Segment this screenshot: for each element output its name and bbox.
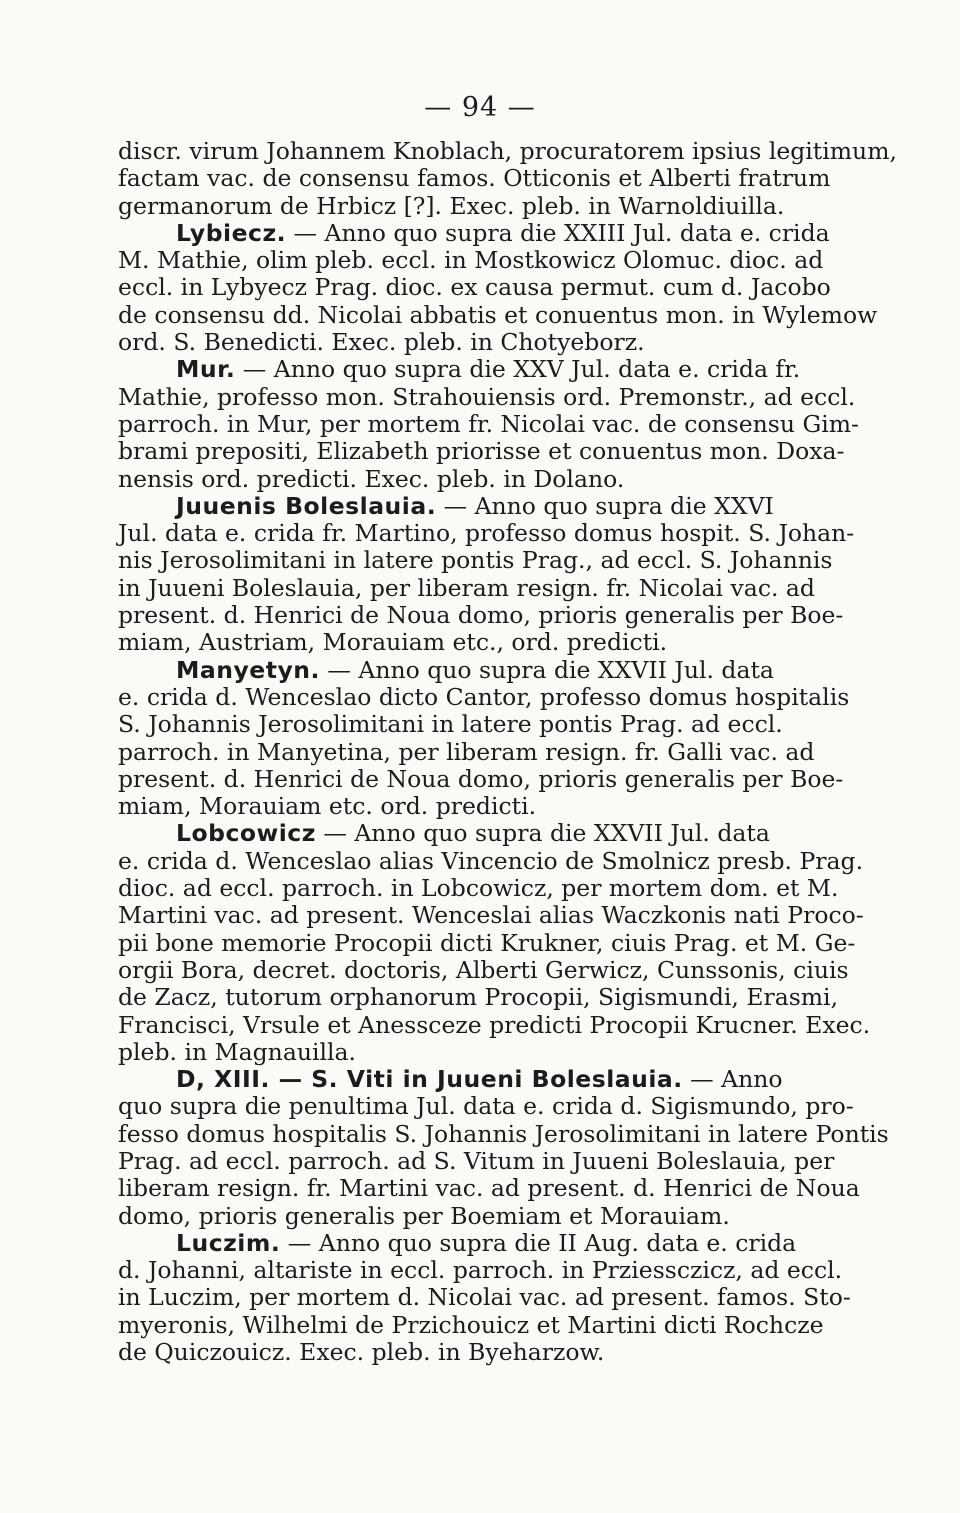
line-text: Jul. data e. crida fr. Martino, professo domus hospit. S. Johan-: [118, 519, 855, 548]
line-text: parroch. in Mur, per mortem fr. Nicolai vac. de consensu Gim-: [118, 409, 859, 438]
line-text: fesso domus hospitalis S. Johannis Jerosolimitani in latere Pontis: [118, 1119, 889, 1148]
line-text: present. d. Henrici de Noua domo, prioris generalis per Boe-: [118, 601, 844, 630]
line-text: miam, Austriam, Morauiam etc., ord. predicti.: [118, 628, 668, 657]
text-line: [118, 137, 897, 165]
line-text: germanorum de Hrbicz [?]. Exec. pleb. in Warnoldiuilla.: [118, 191, 785, 220]
text-line: [118, 193, 878, 220]
line-text: de Quiczouicz. Exec. pleb. in Byeharzow.: [118, 1338, 605, 1367]
text-line: [118, 684, 878, 711]
text-line: [118, 575, 878, 602]
text-line: [118, 1148, 878, 1175]
line-text: — Anno: [682, 1065, 783, 1094]
line-text: dioc. ad eccl. parroch. in Lobcowicz, per mortem dom. et M.: [118, 874, 839, 903]
text-line: [118, 520, 878, 547]
text-line: [118, 902, 878, 929]
text-line: [118, 220, 878, 247]
text-line: [118, 356, 878, 383]
line-text: Martini vac. ad present. Wenceslai alias Waczkonis nati Proco-: [118, 901, 864, 930]
text-line: [118, 1203, 878, 1230]
line-text: liberam resign. fr. Martini vac. ad present. d. Henrici de Noua: [118, 1174, 860, 1203]
entry-heading: Mur.: [176, 355, 236, 384]
line-text: Mathie, professo mon. Strahouiensis ord. Premonstr., ad eccl.: [118, 382, 856, 411]
page-number: — 94 —: [424, 92, 536, 123]
text-line: [118, 274, 878, 301]
line-text: — Anno quo supra die XXVII Jul. data: [319, 655, 774, 684]
line-text: — Anno quo supra die XXV Jul. data e. crida fr.: [235, 355, 801, 384]
line-text: de consensu dd. Nicolai abbatis et conuentus mon. in Wylemow: [118, 300, 878, 329]
line-text: factam vac. de consensu famos. Otticonis et Alberti fratrum: [118, 164, 831, 193]
entry-paragraph: [118, 1230, 878, 1366]
line-text: in Juueni Boleslauia, per liberam resign. fr. Nicolai vac. ad: [118, 573, 815, 602]
entry-paragraph: [118, 657, 878, 821]
text-line: [118, 1175, 878, 1202]
entry-heading: Juuenis Boleslauia.: [176, 491, 437, 520]
text-line: [118, 657, 878, 684]
text-line: [118, 984, 878, 1011]
text-line: [118, 602, 878, 629]
text-body: [118, 137, 897, 1367]
text-line: [118, 711, 878, 738]
line-text: orgii Bora, decret. doctoris, Alberti Gerwicz, Cunssonis, ciuis: [118, 955, 849, 984]
entry-paragraph: [118, 820, 878, 1066]
line-text: pleb. in Magnauilla.: [118, 1037, 356, 1066]
text-line: [118, 1339, 878, 1366]
line-text: e. crida d. Wenceslao alias Vincencio de Smolnicz presb. Prag.: [118, 846, 864, 875]
line-text: pii bone memorie Procopii dicti Krukner, ciuis Prag. et M. Ge-: [118, 928, 856, 957]
text-line: [118, 411, 878, 438]
entry-paragraph: [118, 493, 878, 657]
line-text: quo supra die penultima Jul. data e. crida d. Sigismundo, pro-: [118, 1092, 854, 1121]
text-line: [118, 1230, 878, 1257]
text-line: [118, 329, 878, 356]
text-line: [118, 930, 878, 957]
text-line: [118, 766, 878, 793]
entry-paragraph: [118, 137, 897, 220]
line-text: Francisci, Vrsule et Anessceze predicti Procopii Krucner. Exec.: [118, 1010, 871, 1039]
line-text: — Anno quo supra die II Aug. data e. crida: [280, 1228, 797, 1257]
text-line: [118, 1284, 878, 1311]
text-line: [118, 1093, 878, 1120]
entry-heading: Lybiecz.: [176, 218, 287, 247]
line-text: ord. S. Benedicti. Exec. pleb. in Chotyeborz.: [118, 328, 645, 357]
text-line: [118, 793, 878, 820]
line-text: — Anno quo supra die XXIII Jul. data e. crida: [286, 218, 830, 247]
text-line: [118, 302, 878, 329]
text-line: [118, 384, 878, 411]
entry-paragraph: [118, 1065, 889, 1230]
line-text: Prag. ad eccl. parroch. ad S. Vitum in Juueni Boleslauia, per: [118, 1146, 835, 1175]
line-text: miam, Morauiam etc. ord. predicti.: [118, 792, 537, 821]
text-line: [118, 1012, 878, 1039]
text-line: [118, 1257, 878, 1284]
text-line: [118, 247, 878, 274]
text-line: [118, 820, 878, 847]
line-text: myeronis, Wilhelmi de Przichouicz et Martini dicti Rochcze: [118, 1310, 824, 1339]
text-line: [118, 1119, 889, 1148]
line-text: M. Mathie, olim pleb. eccl. in Mostkowicz Olomuc. dioc. ad: [118, 246, 824, 275]
text-line: [118, 1312, 878, 1339]
text-line: [118, 739, 878, 766]
entry-heading: Lobcowicz: [176, 819, 316, 848]
line-text: brami prepositi, Elizabeth priorisse et conuentus mon. Doxa-: [118, 437, 845, 466]
text-line: [118, 466, 878, 493]
line-text: in Luczim, per mortem d. Nicolai vac. ad present. famos. Sto-: [118, 1283, 851, 1312]
line-text: e. crida d. Wenceslao dicto Cantor, professo domus hospitalis: [118, 682, 850, 711]
text-line: [118, 493, 878, 520]
text-line: [118, 1066, 878, 1093]
text-line: [118, 629, 878, 656]
text-line: [118, 875, 878, 902]
entry-paragraph: [118, 356, 878, 492]
line-text: nensis ord. predicti. Exec. pleb. in Dolano.: [118, 464, 625, 493]
text-line: [118, 848, 878, 875]
line-text: S. Johannis Jerosolimitani in latere pontis Prag. ad eccl.: [118, 710, 783, 739]
line-text: eccl. in Lybyecz Prag. dioc. ex causa permut. cum d. Jacobo: [118, 273, 831, 302]
line-text: parroch. in Manyetina, per liberam resign. fr. Galli vac. ad: [118, 737, 815, 766]
line-text: domo, prioris generalis per Boemiam et Morauiam.: [118, 1201, 730, 1230]
line-text: d. Johanni, altariste in eccl. parroch. in Prziessczicz, ad eccl.: [118, 1256, 843, 1285]
line-text: de Zacz, tutorum orphanorum Procopii, Sigismundi, Erasmi,: [118, 983, 839, 1012]
text-line: [118, 547, 878, 574]
line-text: nis Jerosolimitani in latere pontis Prag., ad eccl. S. Johannis: [118, 546, 833, 575]
line-text: — Anno quo supra die XXVI: [436, 491, 774, 520]
entry-heading: D, XIII. — S. Viti in Juueni Boleslauia.: [176, 1065, 683, 1094]
line-text: present. d. Henrici de Noua domo, prioris generalis per Boe-: [118, 764, 844, 793]
entry-paragraph: [118, 220, 878, 356]
line-text: discr. virum Johannem Knoblach, procuratorem ipsius legitimum,: [118, 137, 897, 165]
text-line: [118, 1039, 878, 1066]
text-line: [118, 438, 878, 465]
text-line: [118, 165, 878, 192]
entry-heading: Manyetyn.: [176, 655, 320, 684]
line-text: — Anno quo supra die XXVII Jul. data: [315, 819, 770, 848]
entry-heading: Luczim.: [176, 1228, 281, 1257]
text-line: [118, 957, 878, 984]
